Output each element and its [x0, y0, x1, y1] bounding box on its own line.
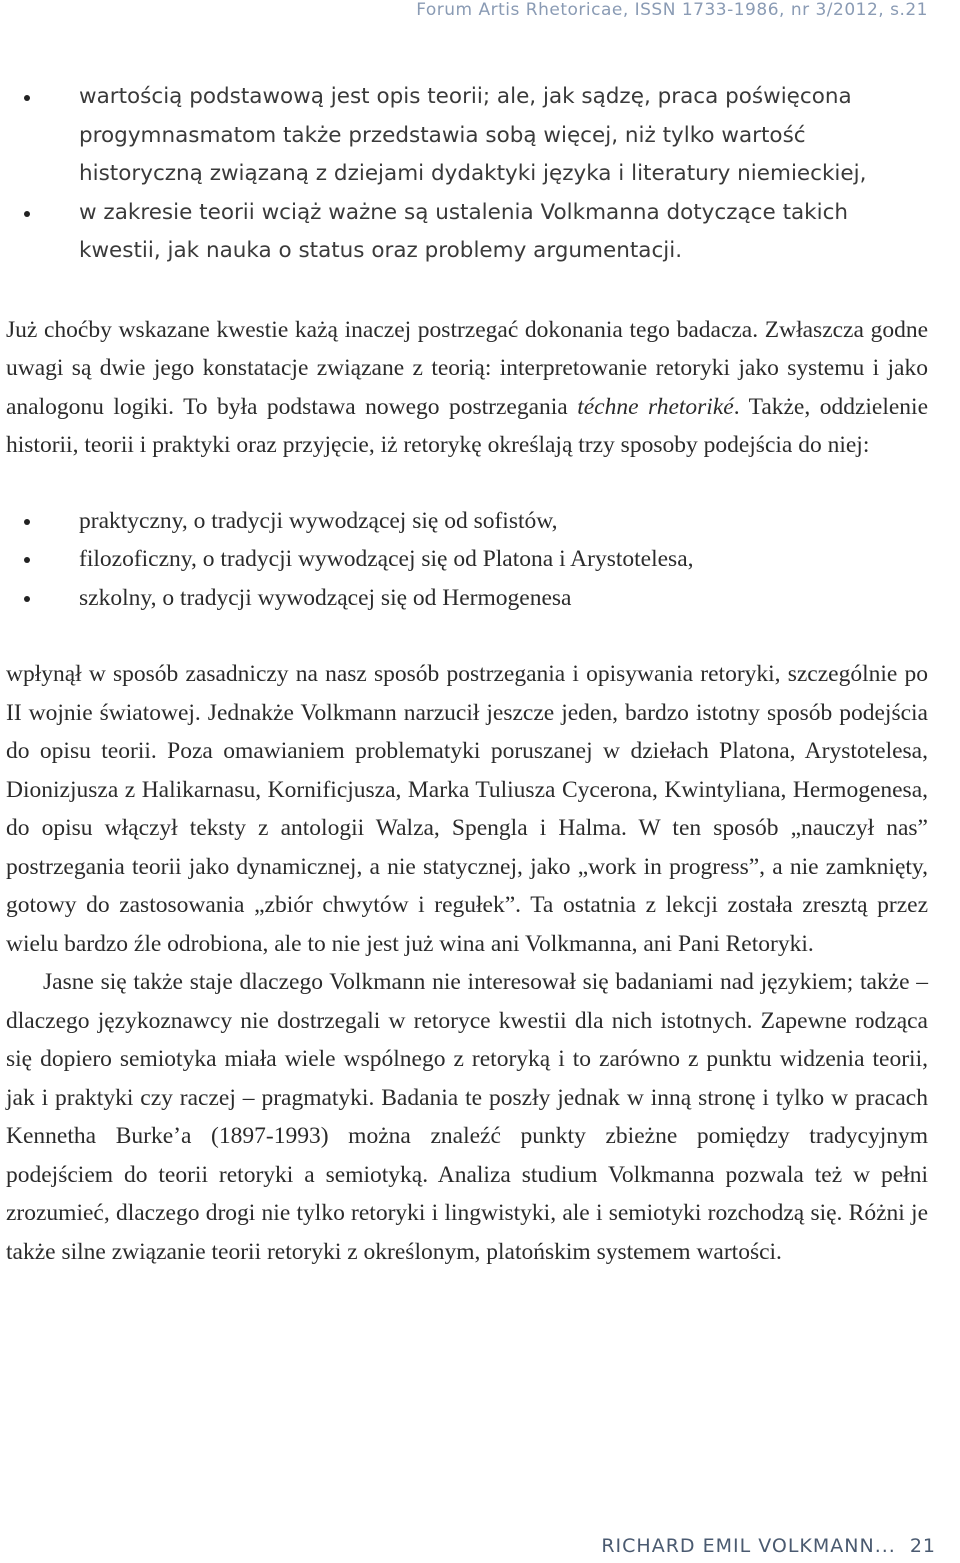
paragraph-2: wpłynął w sposób zasadniczy na nasz sposób postrzegania i opisywania retoryki, szczególnie po II wojnie światowej. Jednakże Volkmann narzucił jeszcze jeden, bardzo istotny sposób podejścia do opisu teorii. Poza omawianiem problematyki poruszanej w dziełach Platona, Arystotelesa, Dionizjusza z Halikarnasu, Kornificjusza, Marka Tuliusza Cycerona, Kwintyliana, Hermogenesa, do opisu włączył teksty z antologii Walza, Spengla i Halma. W ten sposób „nauczył nas” postrzegania teorii jako dynamicznej, a nie statycznej, jako „work in progress”, a nie zamknięty, gotowy do zastosowania „zbiór chwytów i regułek”. Ta ostatnia z lekcji została zresztą przez wielu bardzo źle odrobiona, ale to nie jest już wina ani Volkmanna, ani Pani Retoryki.: [6, 661, 928, 957]
paragraph-3: Jasne się także staje dlaczego Volkmann nie interesował się badaniami nad językiem; także – dlaczego językoznawcy nie dostrzegali w retoryce kwestii dla nich istotnych. Zapewne rodząca się dopiero semiotyka miała wiele wspólnego z retoryką i to zarówno z punktu widzenia teorii, jak i praktyki czy raczej – pragmatyki. Badania te poszły jednak w inną stronę i tylko w pracach Kennetha Burke’a (1897-1993) można znaleźć punkty zbieżne pomiędzy tradycyjnym podejściem do teorii retoryki a semiotyką. Analiza studium Volkmanna pozwala też w pełni zrozumieć, dlaczego drogi nie tylko retoryki i lingwistyki, ale i semiotyki rozchodzą się. Różni je także silne związanie teorii retoryki z określonym, platońskim systemem wartości.: [6, 969, 928, 1265]
list-item: filozoficzny, o tradycji wywodzącej się od Platona i Arystotelesa,: [6, 540, 928, 579]
list-item: praktyczny, o tradycji wywodzącej się od sofistów,: [6, 502, 928, 541]
paragraph-1-text-cont: . Także, oddzielenie historii, teorii i praktyki oraz przyjęcie, iż retorykę określają trzy sposoby podejścia do niej:: [6, 393, 929, 458]
page-footer: [601, 1535, 936, 1557]
list-item: w zakresie teorii wciąż ważne są ustalenia Volkmanna dotyczące takich kwestii, jak nauka o status oraz problemy argumentacji.: [6, 194, 928, 271]
running-title: RICHARD EMIL VOLKMANN...: [601, 1535, 896, 1557]
paragraph-1-text: Już choćby wskazane kwestie każą inaczej postrzegać dokonania tego badacza. Zwłaszcza godne uwagi są dwie jego konstatacje związane z teorią: interpretowanie retoryki jako systemu i jako analogonu logiki. To była podstawa nowego postrzegania: [6, 316, 928, 420]
paragraph-1: [6, 311, 928, 465]
italic-term: téchne rhetoriké: [577, 393, 734, 420]
page-body: [6, 78, 928, 1271]
bullet-list-approaches: [6, 502, 928, 618]
list-item: wartością podstawową jest opis teorii; ale, jak sądzę, praca poświęcona progymnasmatom także przedstawia sobą więcej, niż tylko wartość historyczną związaną z dziejami dydaktyki języka i literatury niemieckiej,: [6, 78, 928, 194]
running-head: Forum Artis Rhetoricae, ISSN 1733-1986, nr 3/2012, s.21: [416, 0, 928, 20]
list-item: szkolny, o tradycji wywodzącej się od Hermogenesa: [6, 579, 928, 618]
page-number: 21: [909, 1535, 936, 1557]
bullet-list-top: [6, 78, 928, 271]
